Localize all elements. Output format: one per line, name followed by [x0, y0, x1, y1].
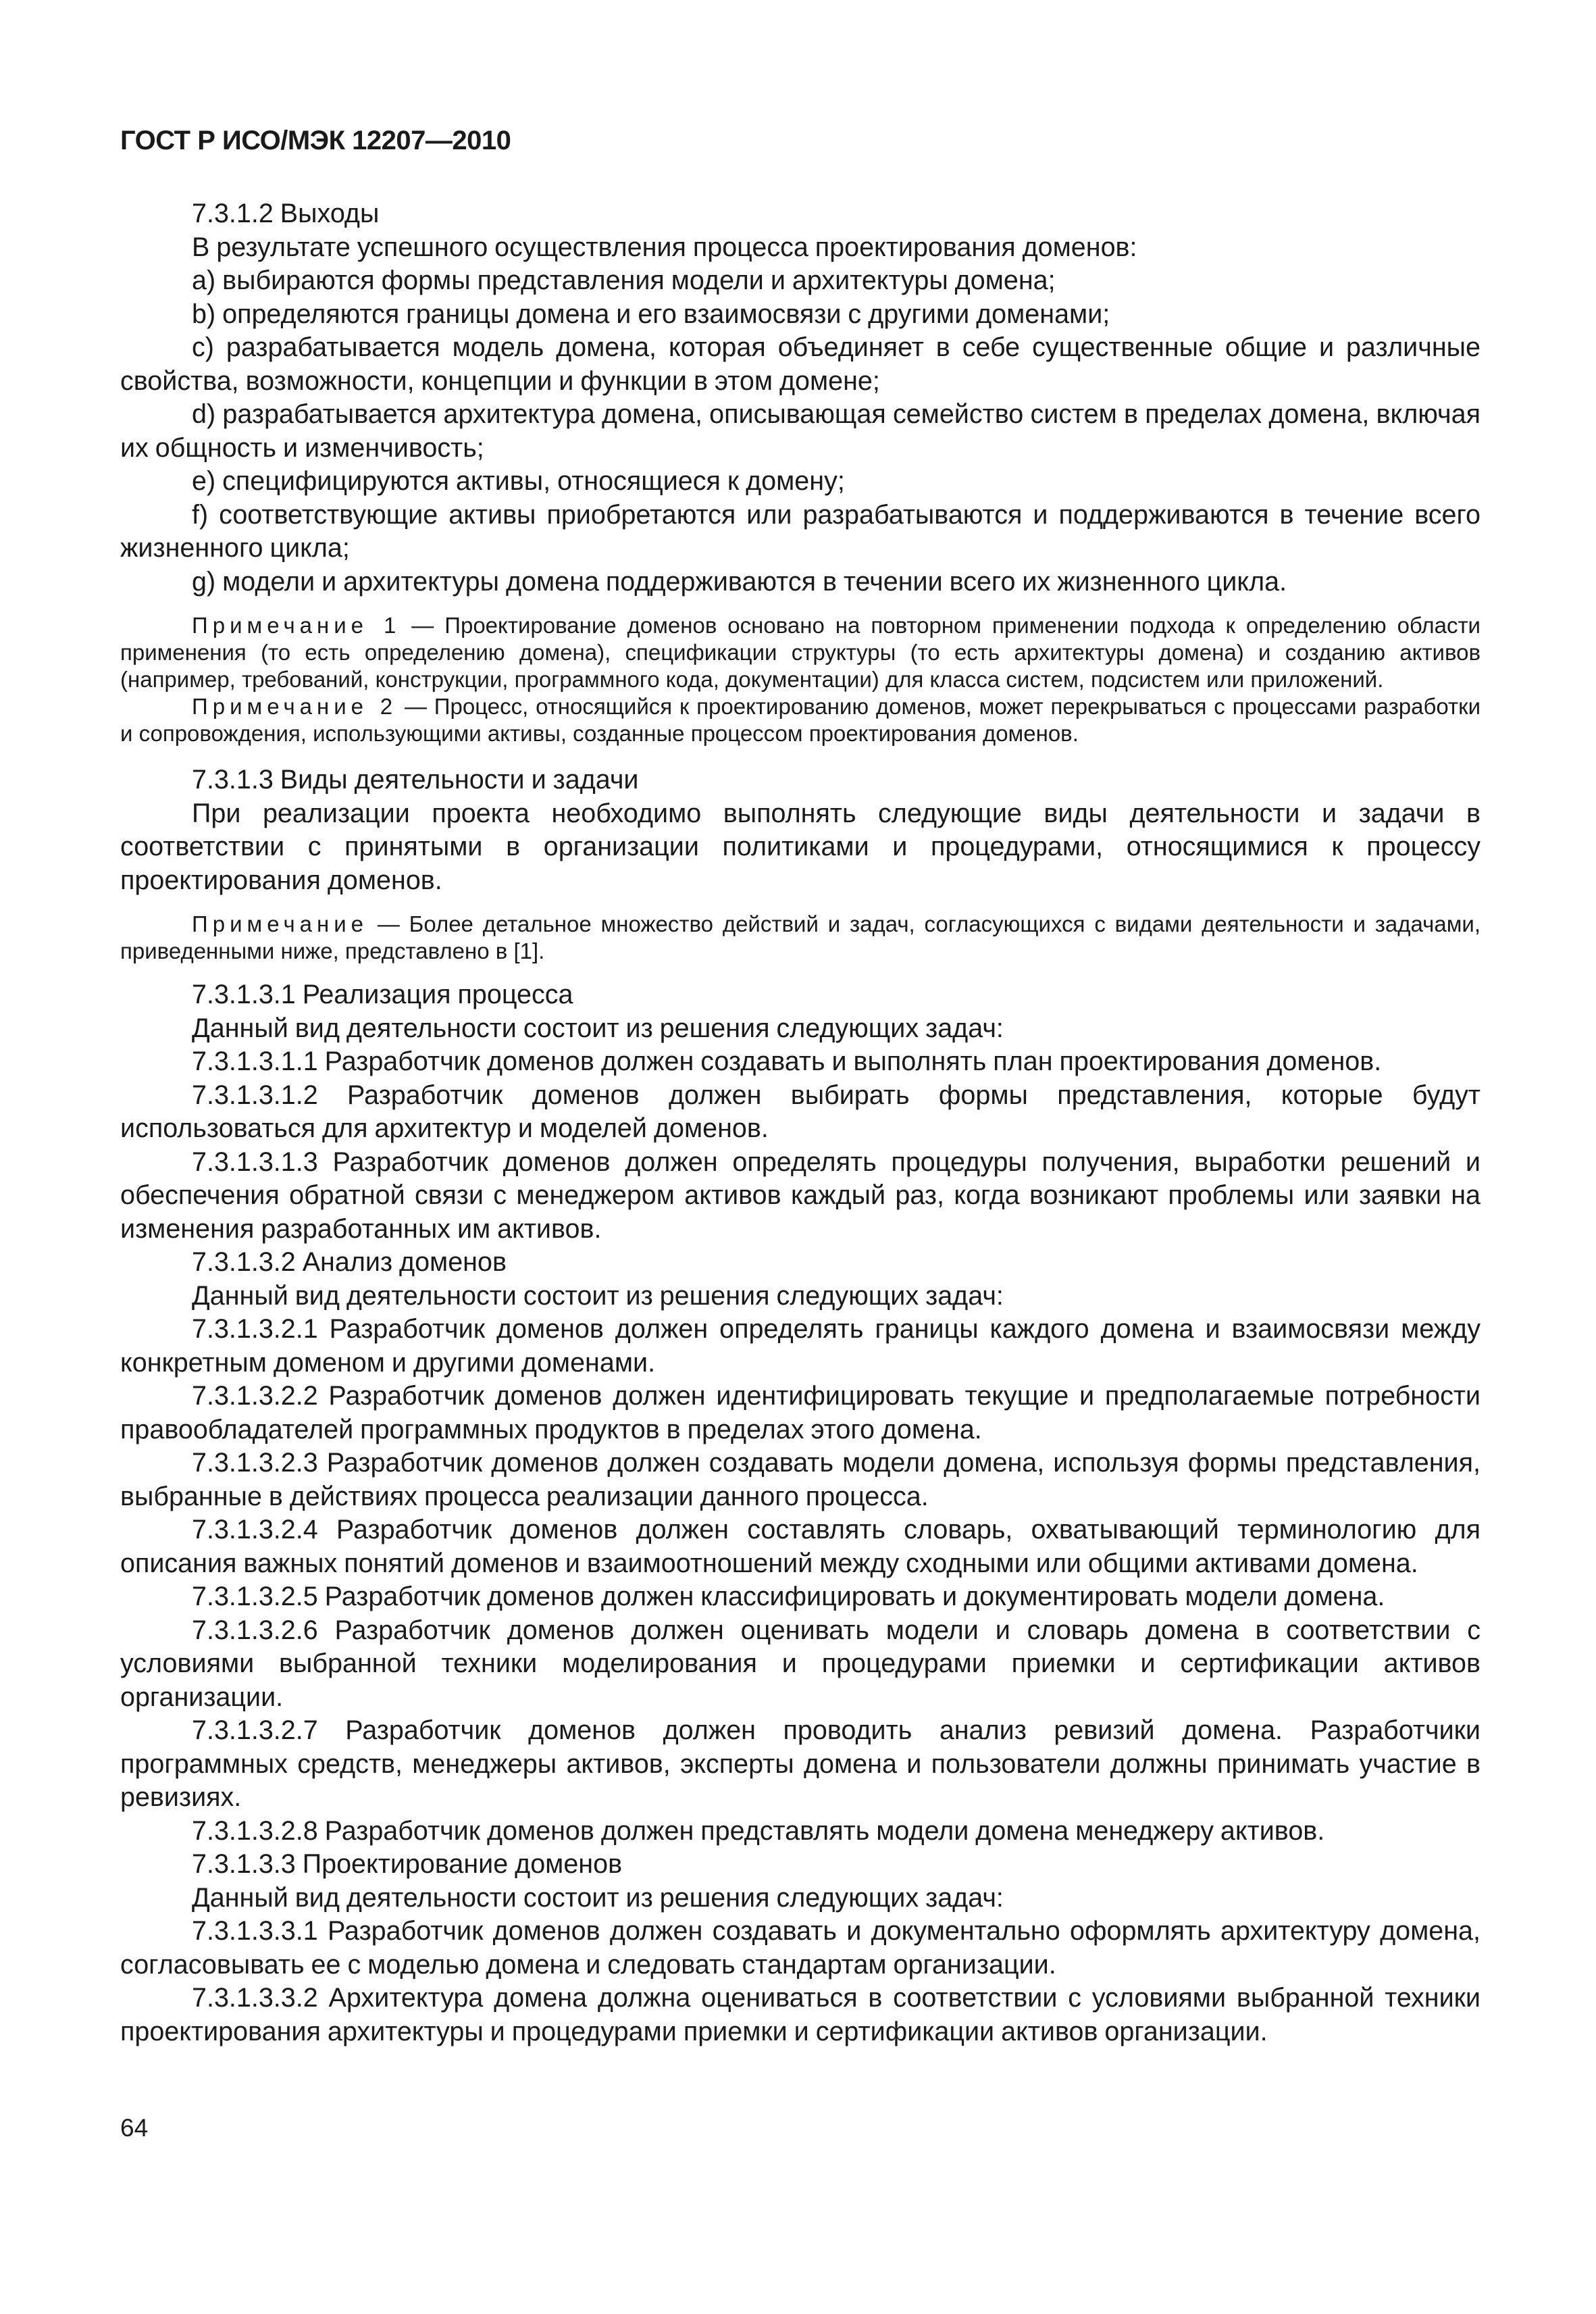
note-text: — Проектирование доменов основано на повторном применении подхода к определению области применения (то есть определению домена), спецификации структуры (то есть архитектуры домена) и созданию активов (например, требований, конструкции, программного кода, документации) для класса систем, подсистем или приложений.: [120, 613, 1481, 692]
list-item: d) разрабатывается архитектура домена, описывающая семейство систем в пределах домена, включая их общность и изменчивость;: [120, 399, 1481, 463]
paragraph: 7.3.1.3.2.7 Разработчик доменов должен проводить анализ ревизий домена. Разработчики программных средств, менеджеры активов, эксперты домена и пользователи должны принимать участие в ревизиях.: [120, 1715, 1481, 1812]
paragraph: 7.3.1.3.2.3 Разработчик доменов должен создавать модели домена, используя формы представления, выбранные в действиях процесса реализации данного процесса.: [120, 1448, 1481, 1511]
section-heading: 7.3.1.3 Виды деятельности и задачи: [192, 765, 639, 795]
note: [120, 612, 1481, 693]
paragraph: 7.3.1.3.2.4 Разработчик доменов должен составлять словарь, охватывающий терминологию для описания важных понятий доменов и взаимоотношений между сходными или общими активами домена.: [120, 1515, 1481, 1578]
section-outputs: [120, 197, 1481, 599]
section-heading: 7.3.1.2 Выходы: [192, 199, 380, 228]
paragraph: 7.3.1.3.1.1 Разработчик доменов должен создавать и выполнять план проектирования доменов.: [192, 1047, 1382, 1076]
paragraph: 7.3.1.3.1.3 Разработчик доменов должен определять процедуры получения, выработки решений и обеспечения обратной связи с менеджером активов каждый раз, когда возникают проблемы или заявки на изменения разработанных им активов.: [120, 1147, 1481, 1244]
note: [120, 911, 1481, 965]
paragraph: 7.3.1.3.2.1 Разработчик доменов должен определять границы каждого домена и взаимосвязи между конкретным доменом и другими доменами.: [120, 1314, 1481, 1378]
paragraph: 7.3.1.3.3.2 Архитектура домена должна оцениваться в соответствии с условиями выбранной техники проектирования архитектуры и процедурами приемки и сертификации активов организации.: [120, 1983, 1481, 2046]
list-item: g) модели и архитектуры домена поддерживаются в течении всего их жизненного цикла.: [192, 566, 1287, 597]
note-text: — Процесс, относящийся к проектированию доменов, может перекрываться с процессами разработки и сопровождения, использующими активы, созданные процессом проектирования доменов.: [120, 694, 1481, 746]
section-heading: 7.3.1.3.1 Реализация процесса: [192, 980, 573, 1009]
list-item: e) специфицируются активы, относящиеся к домену;: [192, 466, 845, 496]
paragraph: В результате успешного осуществления процесса проектирования доменов:: [192, 232, 1137, 262]
paragraph: При реализации проекта необходимо выполнять следующие виды деятельности и задачи в соответствии с принятыми в организации политиками и процедурами, относящимися к процессу проектирования доменов.: [120, 798, 1481, 895]
section-heading: 7.3.1.3.3 Проектирование доменов: [192, 1849, 623, 1879]
paragraph: 7.3.1.3.2.5 Разработчик доменов должен классифицировать и документировать модели домена.: [192, 1582, 1385, 1611]
paragraph: 7.3.1.3.2.6 Разработчик доменов должен оценивать модели и словарь домена в соответствии с условиями выбранной техники моделирования и процедурами приемки и сертификации активов организации.: [120, 1615, 1481, 1712]
note-label: Примечание 2: [192, 694, 398, 719]
list-item: f) соответствующие активы приобретаются или разрабатываются и поддерживаются в течение всего жизненного цикла;: [120, 499, 1481, 563]
paragraph: Данный вид деятельности состоит из решения следующих задач:: [192, 1013, 1004, 1043]
note-label: Примечание: [192, 911, 369, 936]
section-heading: 7.3.1.3.2 Анализ доменов: [192, 1247, 507, 1277]
page-number: 64: [120, 2114, 149, 2142]
page-content: [120, 197, 1481, 2048]
list-item: a) выбираются формы представления модели и архитектуры домена;: [192, 266, 1056, 295]
paragraph: Данный вид деятельности состоит из решения следующих задач:: [192, 1280, 1004, 1311]
paragraph: 7.3.1.3.1.2 Разработчик доменов должен выбирать формы представления, которые будут использоваться для архитектур и моделей доменов.: [120, 1080, 1481, 1143]
section-activities: [120, 763, 1481, 897]
note-label: Примечание 1: [192, 613, 401, 638]
list-item: c) разрабатывается модель домена, которая объединяет в себе существенные общие и различные свойства, возможности, концепции и функции в этом домене;: [120, 332, 1481, 396]
note-text: — Более детальное множество действий и задач, согласующихся с видами деятельности и задачами, приведенными ниже, представлено в [1].: [120, 911, 1481, 963]
note: [120, 693, 1481, 747]
paragraph: Данный вид деятельности состоит из решения следующих задач:: [192, 1882, 1004, 1913]
paragraph: 7.3.1.3.3.1 Разработчик доменов должен создавать и документально оформлять архитектуру домена, согласовывать ее с моделью домена и следовать стандартам организации.: [120, 1916, 1481, 1980]
notes-block: [120, 612, 1481, 747]
standard-header: ГОСТ Р ИСО/МЭК 12207—2010: [120, 126, 511, 155]
paragraph: 7.3.1.3.2.8 Разработчик доменов должен представлять модели домена менеджеру активов.: [192, 1815, 1325, 1846]
paragraph: 7.3.1.3.2.2 Разработчик доменов должен идентифицировать текущие и предполагаемые потребности правообладателей программных продуктов в пределах этого домена.: [120, 1381, 1481, 1444]
list-item: b) определяются границы домена и его взаимосвязи с другими доменами;: [192, 299, 1110, 329]
section-tasks: [120, 978, 1481, 2048]
